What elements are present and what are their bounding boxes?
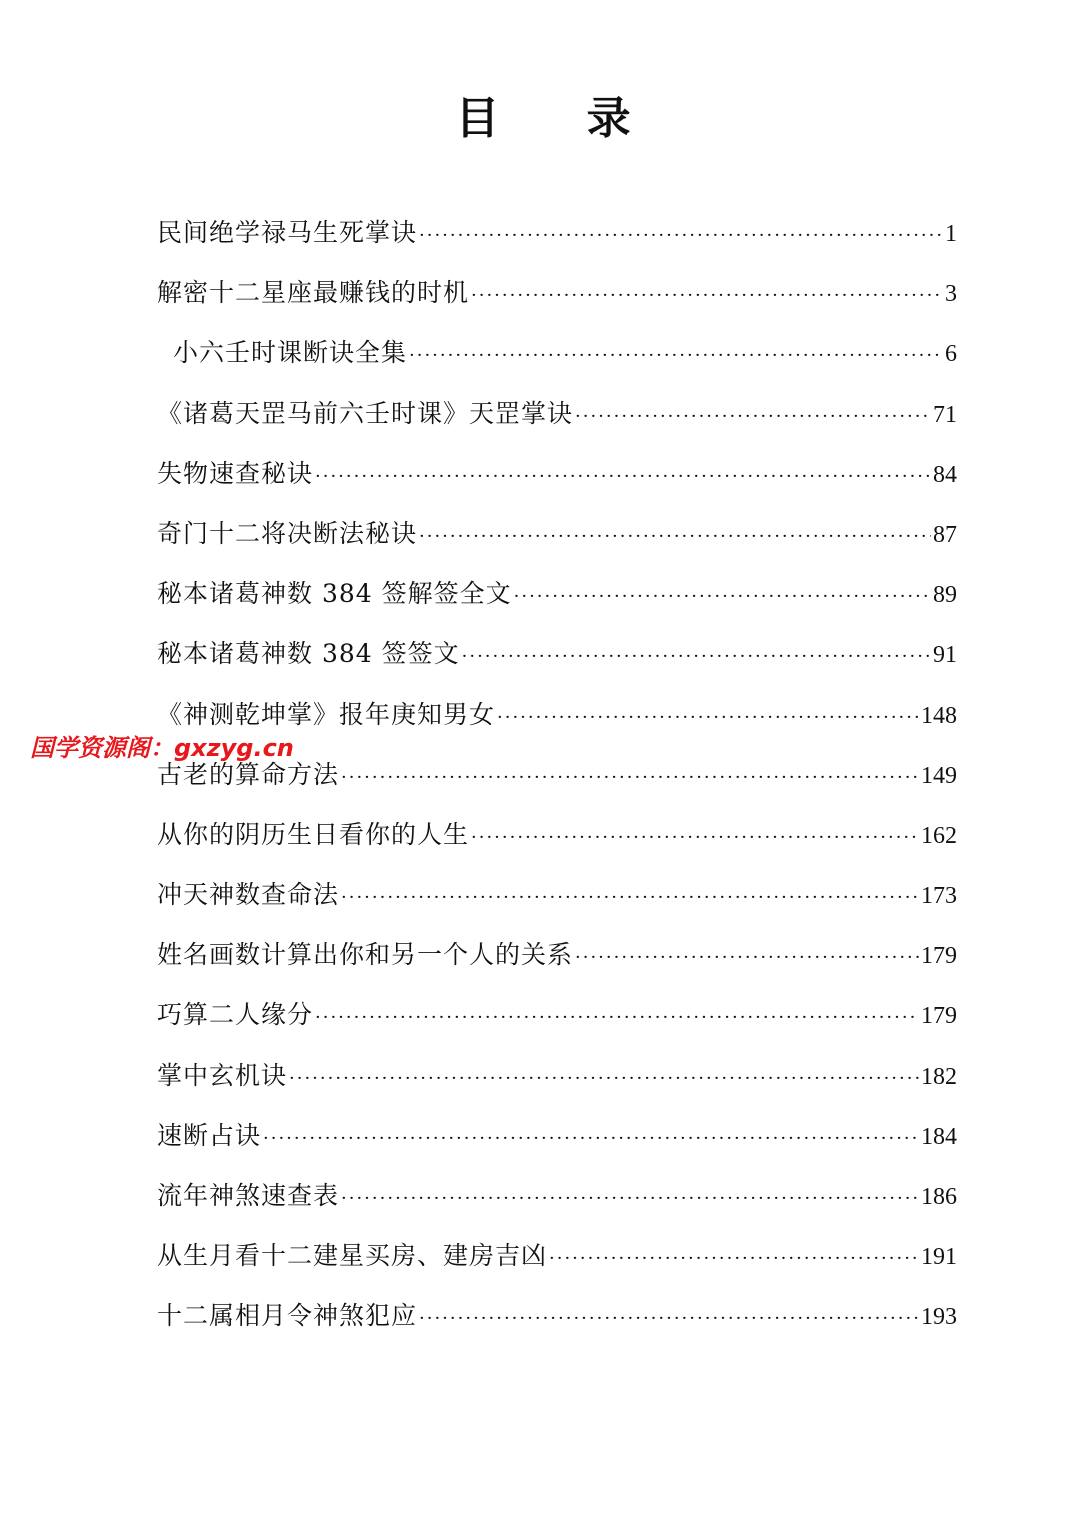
- toc-leader-dots: [341, 753, 919, 803]
- toc-entry-label: 失物速查秘诀: [157, 458, 314, 488]
- toc-entry-label: 从生月看十二建星买房、建房吉凶: [157, 1241, 548, 1271]
- toc-entry-page: 149: [921, 762, 957, 789]
- toc-entry-page: 3: [945, 281, 957, 308]
- toc-leader-dots: [263, 1114, 919, 1164]
- toc-leader-dots: [409, 331, 943, 381]
- toc-entry: [157, 629, 957, 689]
- toc-leader-dots: [315, 452, 931, 502]
- toc-leader-dots: [419, 1294, 919, 1344]
- toc-entry: [157, 1171, 957, 1231]
- toc-entry-label: 奇门十二将决断法秘诀: [157, 518, 418, 548]
- toc-entry: [157, 449, 957, 509]
- toc-entry-page: 162: [921, 822, 957, 849]
- toc-entry: [157, 509, 957, 569]
- toc-entry-label: 《神测乾坤掌》报年庚知男女: [157, 699, 496, 729]
- toc-leader-dots: [341, 873, 919, 923]
- toc-entry-label: 十二属相月令神煞犯应: [157, 1301, 418, 1331]
- toc-leader-dots: [575, 933, 919, 983]
- toc-entry-page: 191: [921, 1244, 957, 1271]
- toc-entry-page: 184: [921, 1123, 957, 1150]
- toc-entry-label: 巧算二人缘分: [157, 1000, 314, 1030]
- page-title: 目 录: [455, 93, 667, 144]
- toc-entry: [157, 389, 957, 449]
- toc-entry-label: 从你的阴历生日看你的人生: [157, 819, 470, 849]
- toc-entry: [157, 990, 957, 1050]
- toc-entry: [157, 208, 957, 268]
- toc-entry: [157, 810, 957, 870]
- toc-entry-page: 89: [933, 582, 957, 609]
- toc-entry: [157, 1291, 957, 1351]
- toc-entry-label: 流年神煞速查表: [157, 1181, 340, 1210]
- toc-entry-page: 186: [921, 1184, 957, 1210]
- toc-entry-page: 173: [921, 883, 957, 910]
- toc-entry-label: 解密十二星座最赚钱的时机: [157, 278, 470, 308]
- toc-entry: [157, 1111, 957, 1171]
- toc-entry-label: 掌中玄机诀: [157, 1060, 288, 1090]
- toc-entry-page: 148: [921, 702, 957, 729]
- toc-leader-dots: [341, 1174, 919, 1224]
- toc-entry: [157, 268, 957, 328]
- toc-entry-label: 民间绝学禄马生死掌诀: [157, 218, 418, 247]
- toc-entry-page: 71: [933, 401, 957, 428]
- toc-entry: [157, 930, 957, 990]
- toc-leader-dots: [497, 693, 919, 743]
- toc-leader-dots: [471, 271, 943, 321]
- toc-entry-page: 6: [945, 341, 957, 368]
- toc-entry-page: 193: [921, 1304, 957, 1331]
- toc-entry-page: 179: [921, 943, 957, 970]
- toc-entry-label: 秘本诸葛神数 384 签解签全文: [157, 579, 512, 609]
- toc-leader-dots: [315, 993, 919, 1043]
- watermark-text: 国学资源阁：gxzyg.cn: [30, 734, 294, 762]
- toc-entry: [157, 1231, 957, 1291]
- toc-entry-page: 91: [933, 642, 957, 669]
- toc-entry-label: 古老的算命方法: [157, 759, 340, 789]
- toc-entry: [157, 1051, 957, 1111]
- toc-entry-label: 姓名画数计算出你和另一个人的关系: [157, 940, 574, 970]
- toc-entry: [157, 870, 957, 930]
- toc-entry-label: 秘本诸葛神数 384 签签文: [157, 639, 460, 669]
- table-of-contents: [157, 208, 957, 1352]
- toc-leader-dots: [575, 392, 931, 442]
- toc-entry-label: 《诸葛天罡马前六壬时课》天罡掌诀: [157, 398, 574, 428]
- toc-leader-dots: [549, 1234, 919, 1284]
- toc-leader-dots: [289, 1054, 919, 1104]
- toc-leader-dots: [514, 572, 931, 622]
- toc-entry: [157, 328, 957, 388]
- toc-entry-label: 冲天神数查命法: [157, 880, 340, 910]
- toc-entry-page: 87: [933, 521, 957, 548]
- toc-entry-page: 84: [933, 461, 957, 488]
- toc-entry-label: 小六壬时课断诀全集: [173, 338, 408, 368]
- toc-entry-page: 1: [945, 221, 957, 247]
- toc-entry-page: 179: [921, 1003, 957, 1030]
- toc-leader-dots: [419, 512, 931, 562]
- toc-entry: [157, 569, 957, 629]
- toc-entry-page: 182: [921, 1063, 957, 1090]
- toc-entry-label: 速断占诀: [157, 1120, 262, 1150]
- toc-leader-dots: [419, 211, 943, 261]
- toc-leader-dots: [471, 813, 919, 863]
- toc-leader-dots: [462, 632, 931, 682]
